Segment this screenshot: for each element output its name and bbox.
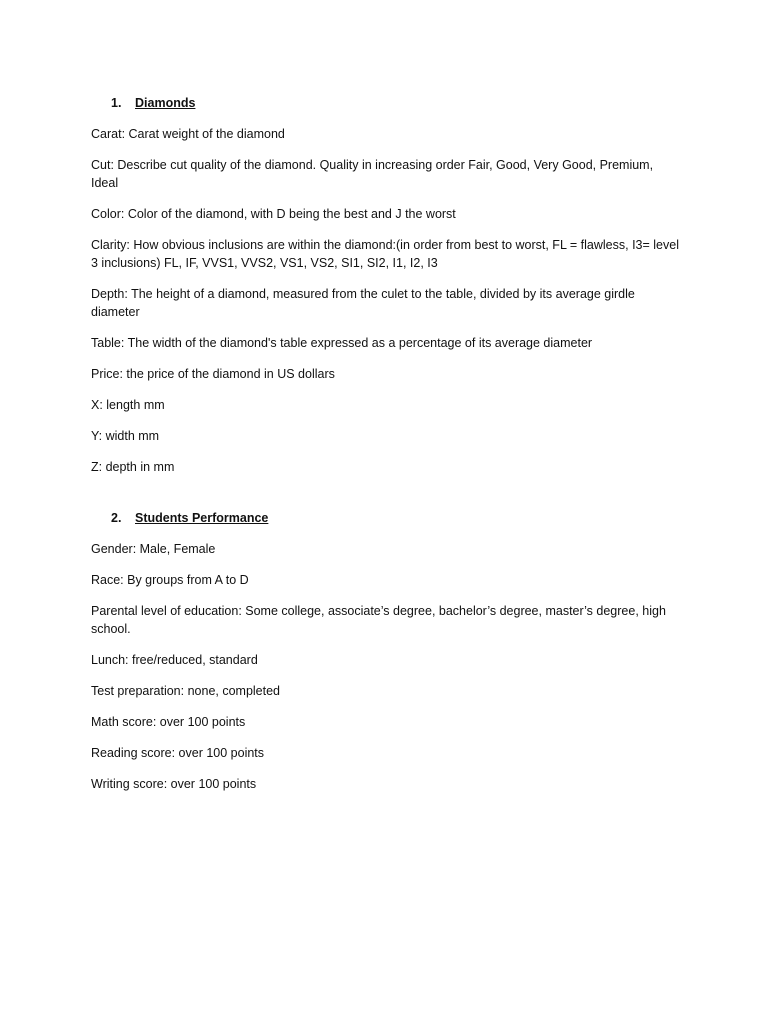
field-y: Y: width mm [91, 429, 160, 443]
field-depth: Depth: The height of a diamond, measured from the culet to the table, divided by its average girdle diameter [91, 287, 635, 319]
document-content [91, 94, 681, 806]
field-writing-score: Writing score: over 100 points [91, 777, 257, 791]
field-table: Table: The width of the diamond's table expressed as a percentage of its average diameter [91, 336, 593, 350]
field-race: Race: By groups from A to D [91, 573, 249, 587]
section-spacer [91, 489, 681, 509]
field-x: X: length mm [91, 398, 165, 412]
field-gender: Gender: Male, Female [91, 542, 216, 556]
field-clarity: Clarity: How obvious inclusions are within the diamond:(in order from best to worst, FL = flawless, I3= level 3 inclusions) FL, IF, VVS1, VVS2, VS1, VS2, SI1, SI2, I1, I2, I3 [91, 238, 679, 270]
field-z: Z: depth in mm [91, 460, 175, 474]
field-cut: Cut: Describe cut quality of the diamond. Quality in increasing order Fair, Good, Very Good, Premium, Ideal [91, 158, 654, 190]
section-number: 1. [111, 96, 122, 110]
section-heading-students-performance [111, 509, 681, 527]
field-reading-score: Reading score: over 100 points [91, 746, 265, 760]
section-title: Students Performance [135, 511, 269, 525]
field-parental-education: Parental level of education: Some college, associate’s degree, bachelor’s degree, master’s degree, high school. [91, 604, 666, 636]
field-math-score: Math score: over 100 points [91, 715, 246, 729]
section-heading-diamonds [111, 94, 681, 112]
field-color: Color: Color of the diamond, with D being the best and J the worst [91, 207, 456, 221]
field-test-preparation: Test preparation: none, completed [91, 684, 281, 698]
section-title: Diamonds [135, 96, 196, 110]
field-price: Price: the price of the diamond in US dollars [91, 367, 335, 381]
section-number: 2. [111, 511, 122, 525]
field-lunch: Lunch: free/reduced, standard [91, 653, 258, 667]
field-carat: Carat: Carat weight of the diamond [91, 127, 285, 141]
